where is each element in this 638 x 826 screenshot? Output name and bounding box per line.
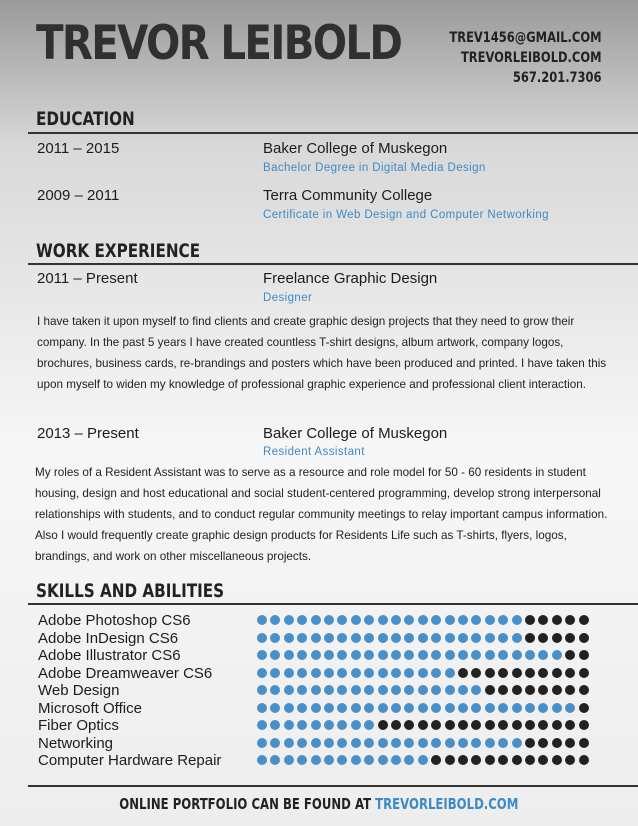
skill-dot-empty (445, 755, 455, 765)
skill-dot-filled (270, 685, 280, 695)
skill-dot-filled (378, 668, 388, 678)
skill-dot-filled (431, 650, 441, 660)
skill-dot-filled (391, 650, 401, 660)
work-description: I have taken it upon myself to find clients and create graphic design projects that they need to grow their company. In the past 5 years I have created countless T-shirt designs, album artwork, company logos, brochures, business cards, re-brandings and posters which have been produced and printed. I have taken this upon myself to widen my knowledge of professional graphic experience and professional client interaction. (37, 315, 607, 391)
skill-dot-empty (579, 650, 589, 660)
skill-dot-filled (485, 738, 495, 748)
skills-list (38, 612, 608, 770)
skill-dot-filled (364, 738, 374, 748)
skill-dot-filled (471, 738, 481, 748)
skill-dot-empty (485, 755, 495, 765)
skill-dot-empty (431, 755, 441, 765)
skill-dot-empty (512, 668, 522, 678)
skill-row (38, 735, 608, 753)
skill-dot-empty (525, 738, 535, 748)
skill-dot-filled (337, 650, 347, 660)
skill-dot-filled (284, 668, 294, 678)
skill-dot-filled (351, 738, 361, 748)
skill-dot-filled (364, 685, 374, 695)
skill-dot-filled (552, 703, 562, 713)
portfolio-link[interactable]: TREVORLEIBOLD.COM (375, 795, 519, 813)
skill-dot-empty (538, 668, 548, 678)
skill-dot-filled (445, 650, 455, 660)
skill-dot-filled (297, 738, 307, 748)
skill-dot-filled (324, 755, 334, 765)
skill-dot-filled (324, 615, 334, 625)
skill-dot-empty (458, 755, 468, 765)
skill-dot-filled (471, 703, 481, 713)
skill-dot-filled (391, 668, 401, 678)
skill-rating (257, 755, 597, 767)
skill-dot-filled (471, 650, 481, 660)
skill-dot-filled (485, 633, 495, 643)
skill-dot-empty (565, 615, 575, 625)
skill-dot-filled (404, 685, 414, 695)
skill-dot-filled (284, 703, 294, 713)
skill-rating (257, 703, 597, 715)
skill-dot-filled (471, 615, 481, 625)
skill-dot-filled (391, 738, 401, 748)
phone-link[interactable]: 567.201.7306 (513, 70, 602, 86)
skill-dot-filled (297, 703, 307, 713)
skill-rating (257, 720, 597, 732)
skill-dot-filled (404, 755, 414, 765)
skill-dot-filled (270, 650, 280, 660)
work-dates: 2011 – Present (37, 270, 138, 287)
skill-name: Adobe Photoshop CS6 (38, 612, 191, 629)
skill-dot-filled (257, 615, 267, 625)
skill-dot-filled (418, 703, 428, 713)
skill-dot-filled (458, 633, 468, 643)
skill-dot-filled (364, 615, 374, 625)
skill-dot-filled (351, 668, 361, 678)
skill-dot-filled (311, 685, 321, 695)
skill-dot-empty (512, 720, 522, 730)
skill-dot-filled (297, 720, 307, 730)
skill-dot-empty (579, 668, 589, 678)
skill-dot-filled (311, 633, 321, 643)
skill-dot-filled (391, 703, 401, 713)
skill-dot-filled (324, 685, 334, 695)
skill-row (38, 752, 608, 770)
work-heading: WORK EXPERIENCE (36, 240, 201, 262)
skill-dot-filled (485, 615, 495, 625)
work-description: My roles of a Resident Assistant was to serve as a resource and role model for 50 - 60 residents in student housing, design and host educational and social student-centered programming, develop strong interpersonal relationships with students, and to conduct regular community meetings to relay important campus information. Also I would frequently create graphic design products for Residents Life such as T-shirts, flyers, logos, brandings, and work on other miscellaneous projects. (35, 466, 608, 563)
skill-dot-filled (538, 703, 548, 713)
skill-dot-filled (297, 615, 307, 625)
skill-dot-filled (284, 720, 294, 730)
skill-rating (257, 738, 597, 750)
skill-dot-empty (565, 650, 575, 660)
skill-dot-filled (364, 668, 374, 678)
skill-dot-empty (404, 720, 414, 730)
skill-dot-filled (284, 755, 294, 765)
skill-dot-filled (498, 650, 508, 660)
skill-dot-filled (391, 755, 401, 765)
skill-dot-filled (284, 615, 294, 625)
skill-dot-filled (337, 668, 347, 678)
skill-dot-filled (324, 650, 334, 660)
skill-name: Fiber Optics (38, 717, 119, 734)
skill-dot-empty (579, 755, 589, 765)
skill-dot-filled (257, 685, 267, 695)
skill-dot-filled (418, 668, 428, 678)
education-degree: Certificate in Web Design and Computer Networking (263, 209, 549, 221)
education-divider (28, 132, 638, 134)
skill-dot-filled (538, 650, 548, 660)
skill-dot-filled (324, 633, 334, 643)
skill-dot-filled (257, 703, 267, 713)
skill-dot-empty (538, 720, 548, 730)
skill-dot-filled (337, 703, 347, 713)
skill-dot-empty (565, 668, 575, 678)
skill-row (38, 682, 608, 700)
skill-dot-filled (445, 633, 455, 643)
skill-dot-filled (311, 755, 321, 765)
skill-dot-filled (297, 633, 307, 643)
skill-dot-empty (512, 755, 522, 765)
skill-dot-filled (378, 755, 388, 765)
skill-dot-filled (404, 650, 414, 660)
skill-dot-empty (418, 720, 428, 730)
skill-name: Microsoft Office (38, 699, 142, 717)
skill-dot-empty (538, 633, 548, 643)
skill-dot-empty (431, 720, 441, 730)
skill-row (38, 717, 608, 735)
skill-dot-filled (431, 668, 441, 678)
skill-name: Adobe InDesign CS6 (38, 629, 179, 647)
skill-dot-filled (270, 615, 280, 625)
skill-dot-filled (458, 615, 468, 625)
skill-dot-empty (485, 685, 495, 695)
education-degree: Bachelor Degree in Digital Media Design (263, 162, 486, 174)
skill-dot-filled (485, 703, 495, 713)
skill-dot-filled (458, 650, 468, 660)
skill-dot-filled (297, 755, 307, 765)
skill-dot-filled (337, 738, 347, 748)
skill-dot-filled (351, 633, 361, 643)
skill-dot-filled (445, 668, 455, 678)
skill-dot-filled (445, 738, 455, 748)
skill-dot-empty (552, 668, 562, 678)
skill-dot-empty (552, 755, 562, 765)
skill-dot-filled (297, 668, 307, 678)
skill-dot-filled (351, 615, 361, 625)
skill-dot-empty (538, 685, 548, 695)
education-heading: EDUCATION (36, 108, 135, 130)
skill-dot-filled (364, 755, 374, 765)
skill-dot-empty (458, 668, 468, 678)
education-item (37, 187, 627, 207)
skill-dot-filled (351, 650, 361, 660)
skill-dot-empty (485, 720, 495, 730)
education-dates: 2011 – 2015 (37, 140, 120, 157)
skill-dot-filled (270, 703, 280, 713)
skill-dot-filled (418, 633, 428, 643)
skill-dot-filled (431, 703, 441, 713)
skill-dot-filled (364, 650, 374, 660)
skill-dot-filled (471, 685, 481, 695)
skill-dot-empty (552, 738, 562, 748)
skill-dot-filled (525, 650, 535, 660)
skill-dot-filled (418, 615, 428, 625)
skill-dot-empty (538, 615, 548, 625)
contact-block (450, 28, 602, 88)
skill-dot-empty (498, 755, 508, 765)
skill-name: Networking (38, 734, 114, 752)
skills-divider (28, 603, 638, 605)
skill-rating (257, 633, 597, 645)
skill-dot-empty (471, 720, 481, 730)
skill-dot-filled (270, 633, 280, 643)
skill-dot-filled (311, 615, 321, 625)
skill-dot-filled (458, 703, 468, 713)
skill-dot-empty (579, 703, 589, 713)
skill-dot-filled (418, 650, 428, 660)
skill-dot-empty (485, 668, 495, 678)
skill-dot-filled (337, 633, 347, 643)
skill-dot-empty (498, 720, 508, 730)
skill-dot-filled (404, 615, 414, 625)
skill-dot-filled (270, 755, 280, 765)
skill-dot-filled (284, 738, 294, 748)
footer-divider (28, 785, 638, 787)
skill-dot-filled (378, 738, 388, 748)
skill-dot-empty (512, 685, 522, 695)
skill-dot-empty (391, 720, 401, 730)
skill-dot-filled (378, 650, 388, 660)
work-employer: Freelance Graphic Design (263, 270, 438, 287)
skill-dot-filled (445, 615, 455, 625)
skill-row (38, 665, 608, 683)
skill-dot-filled (498, 703, 508, 713)
skill-dot-filled (512, 615, 522, 625)
work-item (37, 425, 627, 445)
skill-dot-empty (579, 615, 589, 625)
work-employer: Baker College of Muskegon (263, 425, 448, 442)
skill-dot-empty (565, 738, 575, 748)
skill-dot-filled (257, 755, 267, 765)
skill-dot-empty (525, 668, 535, 678)
skill-dot-empty (579, 633, 589, 643)
footer-text: ONLINE PORTFOLIO CAN BE FOUND AT (119, 795, 372, 813)
skill-dot-filled (351, 685, 361, 695)
skill-dot-filled (364, 720, 374, 730)
work-item (37, 270, 627, 290)
skill-dot-empty (579, 685, 589, 695)
skill-dot-filled (404, 738, 414, 748)
skill-row (38, 647, 608, 665)
skill-dot-empty (525, 685, 535, 695)
skill-dot-filled (458, 685, 468, 695)
footer (0, 795, 638, 813)
skill-dot-filled (337, 720, 347, 730)
skill-dot-filled (324, 738, 334, 748)
skill-dot-filled (418, 755, 428, 765)
email-link[interactable]: TREV1456@GMAIL.COM (449, 30, 602, 46)
skill-dot-filled (391, 615, 401, 625)
skill-dot-filled (297, 685, 307, 695)
skill-dot-filled (311, 720, 321, 730)
skill-dot-filled (512, 633, 522, 643)
skill-dot-empty (579, 738, 589, 748)
skill-dot-empty (525, 633, 535, 643)
skill-rating (257, 685, 597, 697)
skill-dot-filled (471, 633, 481, 643)
skill-dot-empty (471, 755, 481, 765)
skill-dot-empty (525, 615, 535, 625)
skill-dot-filled (311, 703, 321, 713)
skill-dot-filled (525, 703, 535, 713)
website-link[interactable]: TREVORLEIBOLD.COM (461, 50, 602, 66)
skill-dot-filled (311, 650, 321, 660)
skill-dot-filled (257, 668, 267, 678)
skill-dot-filled (378, 633, 388, 643)
skill-dot-filled (418, 738, 428, 748)
skill-rating (257, 615, 597, 627)
skill-dot-empty (498, 685, 508, 695)
skill-dot-filled (257, 720, 267, 730)
skill-dot-empty (458, 720, 468, 730)
education-school: Terra Community College (263, 187, 433, 204)
skill-dot-empty (552, 720, 562, 730)
skill-dot-filled (284, 685, 294, 695)
skill-dot-filled (512, 650, 522, 660)
skill-dot-filled (378, 615, 388, 625)
skill-dot-filled (565, 703, 575, 713)
work-divider (28, 263, 638, 265)
skill-name: Adobe Illustrator CS6 (38, 647, 181, 664)
skill-dot-filled (311, 738, 321, 748)
skill-row (38, 612, 608, 630)
skill-dot-empty (552, 615, 562, 625)
skill-dot-filled (324, 720, 334, 730)
skill-dot-filled (512, 738, 522, 748)
work-role: Resident Assistant (263, 446, 365, 458)
skill-dot-filled (364, 633, 374, 643)
skill-dot-empty (565, 755, 575, 765)
skill-dot-filled (270, 720, 280, 730)
work-role: Designer (263, 292, 313, 304)
skill-dot-filled (445, 703, 455, 713)
skill-dot-empty (525, 720, 535, 730)
skill-dot-filled (458, 738, 468, 748)
skill-dot-empty (579, 720, 589, 730)
skill-dot-filled (284, 650, 294, 660)
skill-dot-empty (565, 633, 575, 643)
skill-dot-filled (418, 685, 428, 695)
skill-dot-filled (378, 703, 388, 713)
skill-dot-filled (257, 738, 267, 748)
skill-dot-filled (431, 633, 441, 643)
skill-dot-empty (445, 720, 455, 730)
skill-dot-filled (445, 685, 455, 695)
skill-dot-filled (297, 650, 307, 660)
skill-dot-empty (565, 685, 575, 695)
skill-dot-filled (364, 703, 374, 713)
skill-dot-filled (498, 738, 508, 748)
skill-dot-filled (404, 668, 414, 678)
skill-dot-filled (311, 668, 321, 678)
skill-dot-filled (284, 633, 294, 643)
skill-dot-filled (378, 685, 388, 695)
skill-dot-filled (552, 650, 562, 660)
skill-name: Computer Hardware Repair (38, 752, 222, 769)
skill-dot-filled (485, 650, 495, 660)
skill-dot-filled (257, 633, 267, 643)
skill-dot-empty (538, 755, 548, 765)
skill-dot-filled (351, 703, 361, 713)
skill-dot-empty (378, 720, 388, 730)
skill-dot-filled (351, 755, 361, 765)
skill-dot-empty (471, 668, 481, 678)
skill-row (38, 700, 608, 718)
skill-dot-filled (431, 615, 441, 625)
skill-dot-filled (404, 633, 414, 643)
skill-dot-filled (257, 650, 267, 660)
skill-dot-empty (498, 668, 508, 678)
skill-dot-filled (337, 615, 347, 625)
skill-name: Adobe Dreamweaver CS6 (38, 664, 213, 682)
skill-dot-filled (498, 615, 508, 625)
skill-dot-filled (324, 703, 334, 713)
skill-dot-filled (391, 633, 401, 643)
skill-rating (257, 668, 597, 680)
skills-heading: SKILLS AND ABILITIES (36, 580, 225, 602)
skill-dot-filled (324, 668, 334, 678)
work-dates: 2013 – Present (37, 425, 139, 442)
skill-rating (257, 650, 597, 662)
skill-dot-filled (512, 703, 522, 713)
skill-dot-filled (391, 685, 401, 695)
skill-dot-empty (525, 755, 535, 765)
skill-dot-empty (552, 685, 562, 695)
resume-name: TREVOR LEIBOLD (36, 16, 402, 71)
skill-dot-empty (552, 633, 562, 643)
education-dates: 2009 – 2011 (37, 187, 120, 204)
skill-name: Web Design (38, 682, 120, 699)
skill-dot-filled (337, 685, 347, 695)
skill-dot-filled (431, 738, 441, 748)
skill-dot-filled (498, 633, 508, 643)
skill-dot-empty (538, 738, 548, 748)
skill-dot-filled (270, 738, 280, 748)
skill-dot-filled (270, 668, 280, 678)
skill-row (38, 630, 608, 648)
education-school: Baker College of Muskegon (263, 140, 448, 157)
skill-dot-filled (404, 703, 414, 713)
skill-dot-filled (431, 685, 441, 695)
skill-dot-empty (565, 720, 575, 730)
education-item (37, 140, 627, 160)
skill-dot-filled (351, 720, 361, 730)
skill-dot-filled (337, 755, 347, 765)
